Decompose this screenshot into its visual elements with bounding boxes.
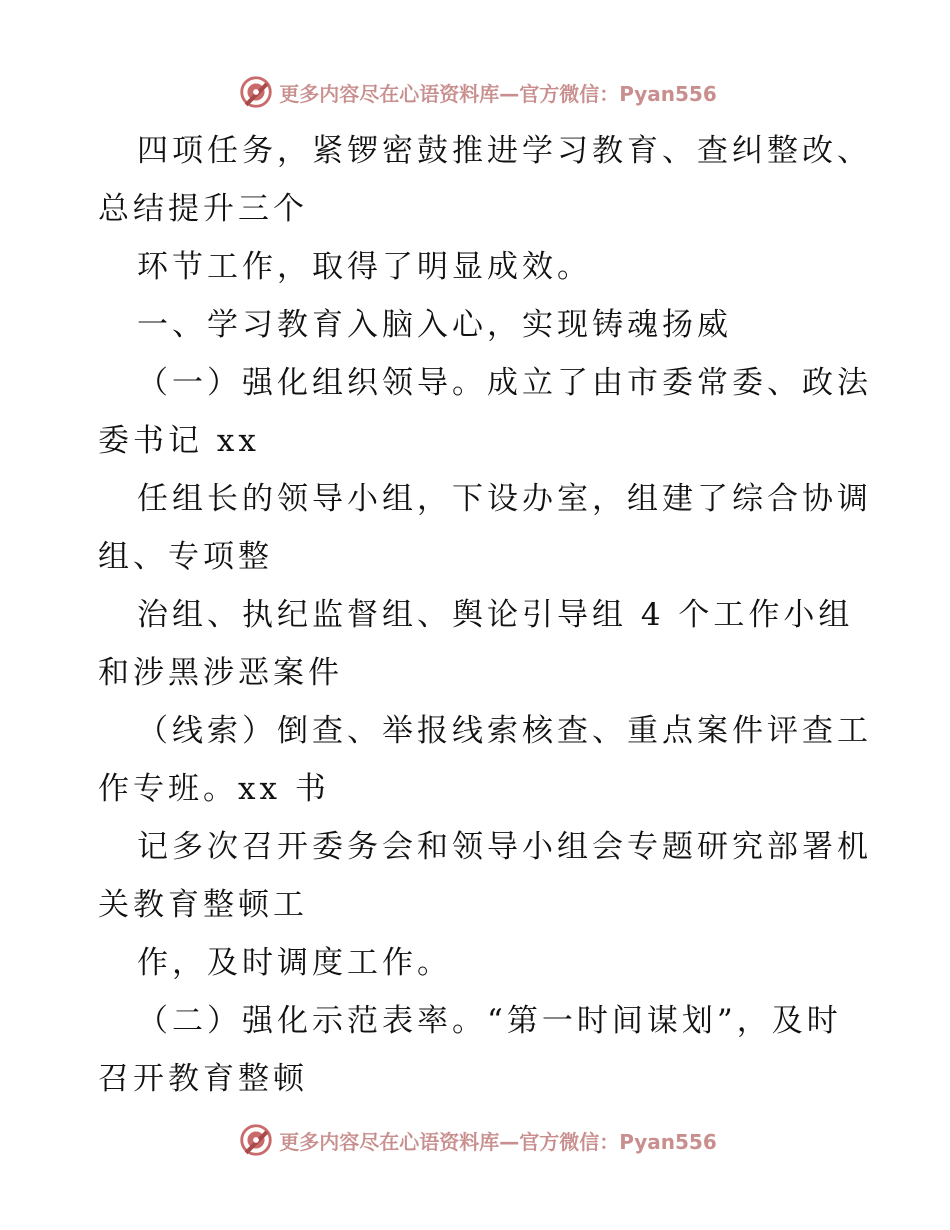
header-watermark: [0, 72, 950, 112]
text-line: 关教育整顿工: [98, 887, 308, 923]
pen-logo-icon: [237, 73, 275, 111]
text-line: 作，及时调度工作。: [137, 945, 452, 981]
document-body: [98, 122, 872, 1108]
text-line: 记多次召开委务会和领导小组会专题研究部署机: [137, 829, 872, 865]
footer-watermark: [0, 1120, 950, 1160]
text-line: 组、专项整: [98, 539, 273, 575]
text-line: 委书记 xx: [98, 423, 260, 459]
text-line: 任组长的领导小组，下设办室，组建了综合协调: [137, 481, 872, 517]
text-line: （线索）倒查、举报线索核查、重点案件评查工: [137, 713, 872, 749]
text-line: 环节工作，取得了明显成效。: [137, 249, 592, 285]
text-line: （一）强化组织领导。成立了由市委常委、政法: [137, 365, 872, 401]
watermark-text: 更多内容尽在心语资料库—官方微信：Pyan556: [279, 1129, 717, 1154]
text-line: （二）强化示范表率。“第一时间谋划”，及时: [137, 1003, 842, 1039]
section-heading: 一、学习教育入脑入心，实现铸魂扬威: [137, 307, 732, 343]
text-line: 召开教育整顿: [98, 1061, 308, 1097]
text-line: 总结提升三个: [98, 191, 308, 227]
watermark-text: 更多内容尽在心语资料库—官方微信：Pyan556: [279, 81, 717, 106]
text-line: 四项任务，紧锣密鼓推进学习教育、查纠整改、: [137, 133, 872, 169]
pen-logo-icon: [237, 1121, 275, 1159]
text-line: 和涉黑涉恶案件: [98, 655, 343, 691]
text-line: 治组、执纪监督组、舆论引导组 4 个工作小组: [137, 597, 854, 633]
text-line: 作专班。xx 书: [98, 771, 330, 807]
